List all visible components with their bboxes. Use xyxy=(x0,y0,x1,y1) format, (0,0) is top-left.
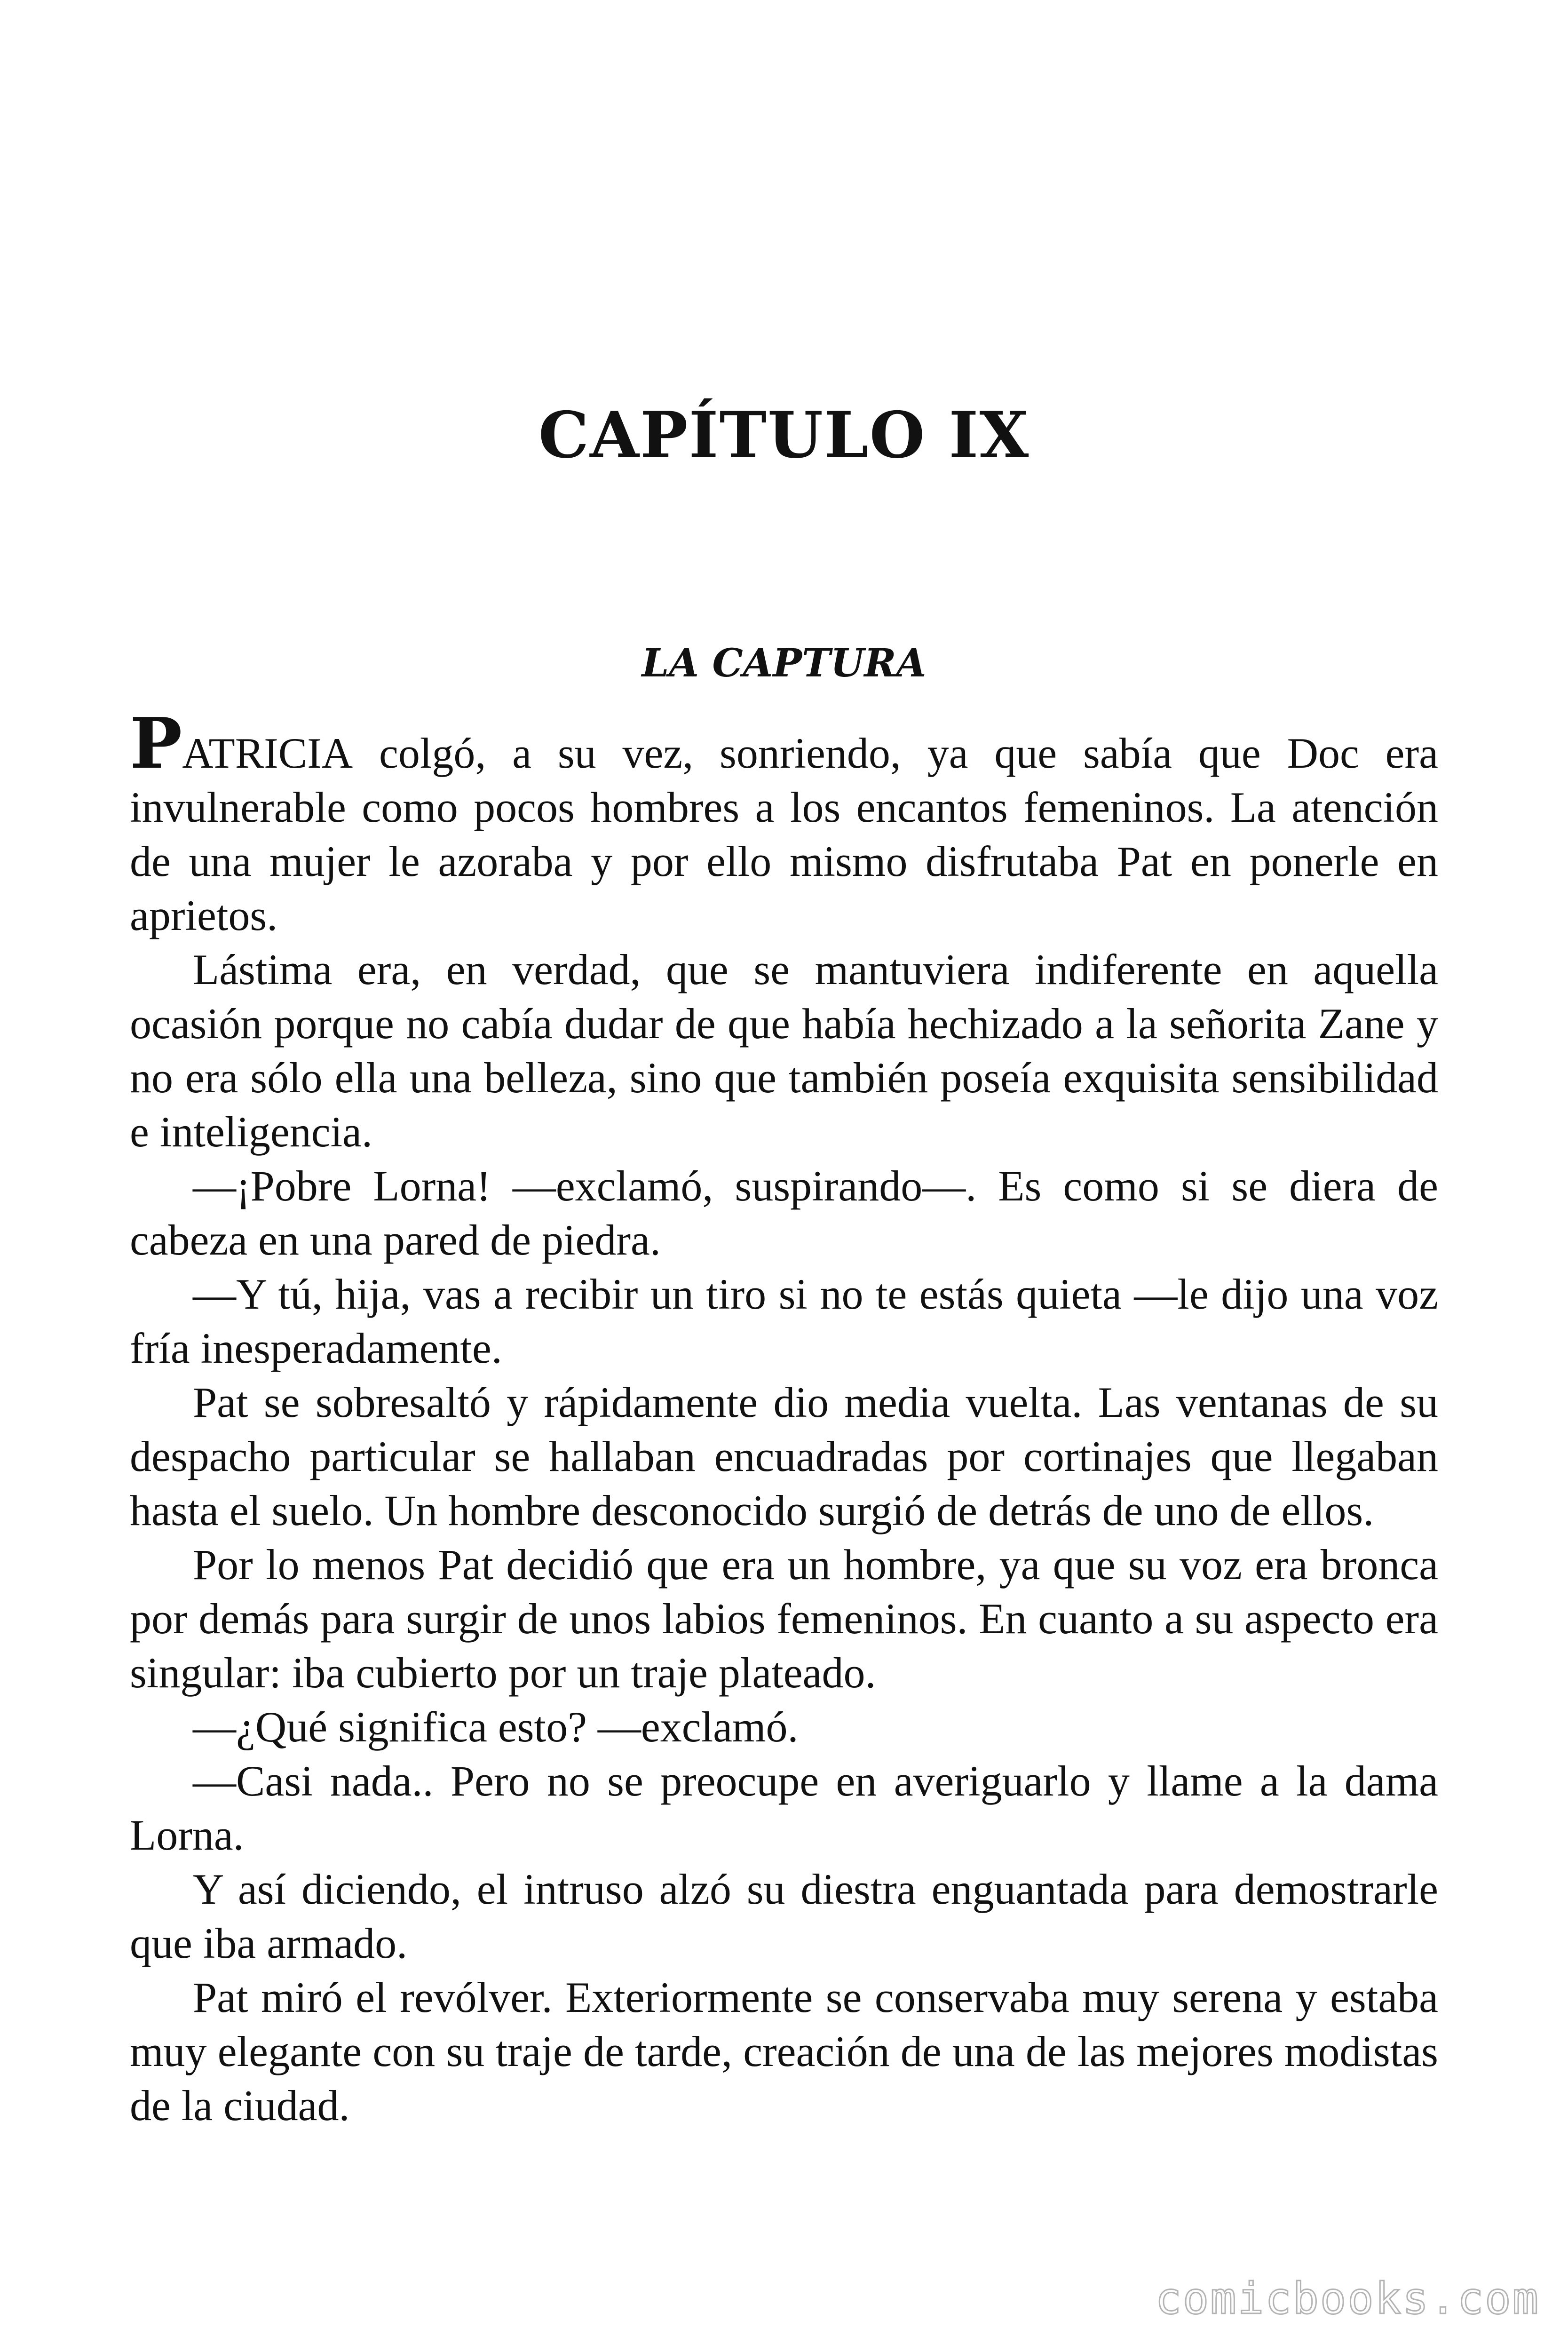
paragraph-7: —¿Qué significa esto? —exclamó. xyxy=(193,1703,799,1751)
small-caps-lead: ATRICIA xyxy=(182,729,353,777)
paragraph-1 xyxy=(130,702,1438,943)
paragraph-10: Pat miró el revólver. Exteriormente se conservaba muy serena y estaba muy elegante con su traje de tarde, creación de una de las mejores modistas de la ciudad. xyxy=(130,1973,1438,2130)
paragraph-3: —¡Pobre Lorna! —exclamó, suspirando—. Es como si se diera de cabeza en una pared de piedra. xyxy=(130,1162,1438,1264)
watermark: comicbooks.com xyxy=(1155,2273,1540,2324)
chapter-subtitle: LA CAPTURA xyxy=(641,641,927,686)
paragraph-4: —Y tú, hija, vas a recibir un tiro si no te estás quieta —le dijo una voz fría inesperadamente. xyxy=(130,1270,1438,1372)
paragraph-9: Y así diciendo, el intruso alzó su diestra enguantada para demostrarle que iba armado. xyxy=(130,1865,1438,1967)
paragraph-2: Lástima era, en verdad, que se mantuviera indiferente en aquella ocasión porque no cabía dudar de que había hechizado a la señorita Zane y no era sólo ella una belleza, sino que también poseía exquisita sensibilidad e inteligencia. xyxy=(130,946,1438,1156)
paragraph-6: Por lo menos Pat decidió que era un hombre, ya que su voz era bronca por demás para surgir de unos labios femeninos. En cuanto a su aspecto era singular: iba cubierto por un traje plateado. xyxy=(130,1541,1438,1697)
paragraph-8: —Casi nada.. Pero no se preocupe en averiguarlo y llame a la dama Lorna. xyxy=(130,1757,1438,1859)
paragraph-1-text: colgó, a su vez, sonriendo, ya que sabía que Doc era invulnerable como pocos hombres a los encantos femeninos. La atención de una mujer le azoraba y por ello mismo disfrutaba Pat en ponerle en aprietos. xyxy=(130,729,1438,939)
body-text xyxy=(130,702,1438,2133)
paragraph-5: Pat se sobresaltó y rápidamente dio media vuelta. Las ventanas de su despacho particular se hallaban encuadradas por cortinajes que llegaban hasta el suelo. Un hombre desconocido surgió de detrás de uno de ellos. xyxy=(130,1378,1438,1534)
chapter-title: CAPÍTULO IX xyxy=(538,397,1030,472)
drop-cap: P xyxy=(130,702,182,784)
